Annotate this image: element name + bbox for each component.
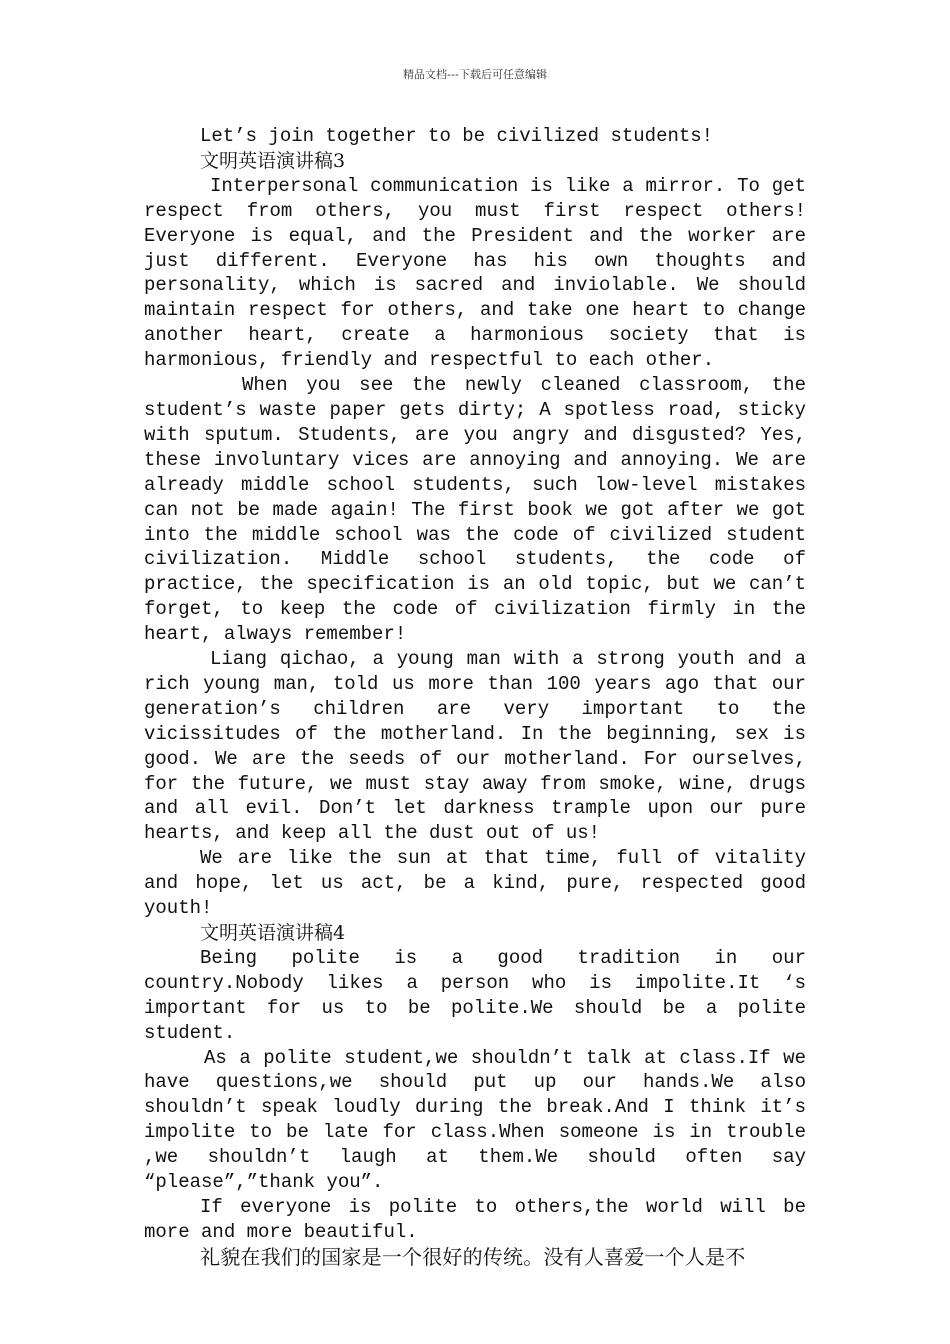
- paragraph-interpersonal: Interpersonal communication is like a mirror. To get respect from others, you must first respect others! Everyone is equal, and the President and the worker are just different. Everyone has his own thoughts and personality, which is sacred and inviolable. We should maintain respect for others, and take one heart to change another heart, create a harmonious society that is harmonious, friendly and respectful to each other.: [144, 174, 806, 372]
- paragraph-liang-qichao: Liang qichao, a young man with a strong youth and a rich young man, told us more than 100 years ago that our generation’s children are very important to the vicissitudes of the motherland. In the beginning, sex is good. We are the seeds of our motherland. For ourselves, for the future, we must stay away from smoke, wine, drugs and all evil. Don’t let darkness trample upon our pure hearts, and keep all the dust out of us!: [144, 648, 806, 845]
- paragraph-beautiful-world: If everyone is polite to others,the world will be more and more beautiful.: [144, 1195, 806, 1243]
- paragraph-chinese: 礼貌在我们的国家是一个很好的传统。没有人喜爱一个人是不: [200, 1244, 746, 1269]
- section-heading-3: 文明英语演讲稿3: [200, 149, 346, 172]
- closing-line: Let’s join together to be civilized students!: [200, 125, 714, 147]
- document-body: [144, 124, 806, 1270]
- page-header: 精品文档---下载后可任意编辑: [403, 68, 547, 81]
- paragraph-sun: We are like the sun at that time, full of vitality and hope, let us act, be a kind, pure, respected good youth!: [144, 847, 806, 920]
- section-heading-4: 文明英语演讲稿4: [200, 922, 346, 944]
- paragraph-polite-tradition: Being polite is a good tradition in our country.Nobody likes a person who is impolite.It ‘s important for us to be polite.We should be a polite student.: [144, 946, 806, 1044]
- paragraph-classroom: When you see the newly cleaned classroom, the student’s waste paper gets dirty; A spotless road, sticky with sputum. Students, are you angry and disgusted? Yes, these involuntary vices are annoying and annoying. We are already middle school students, such low-level mistakes can not be made again! The first book we got after we got into the middle school was the code of civilized student civilization. Middle school students, the code of practice, the specification is an old topic, but we can’t forget, to keep the code of civilization firmly in the heart, always remember!: [144, 374, 806, 646]
- paragraph-polite-student: As a polite student,we shouldn’t talk at class.If we have questions,we should put up our hands.We also shouldn’t speak loudly during the break.And I think it’s impolite to be late for class.When someone is in trouble ,we shouldn’t laugh at them.We should often say “please”,”thank you”.: [144, 1046, 806, 1194]
